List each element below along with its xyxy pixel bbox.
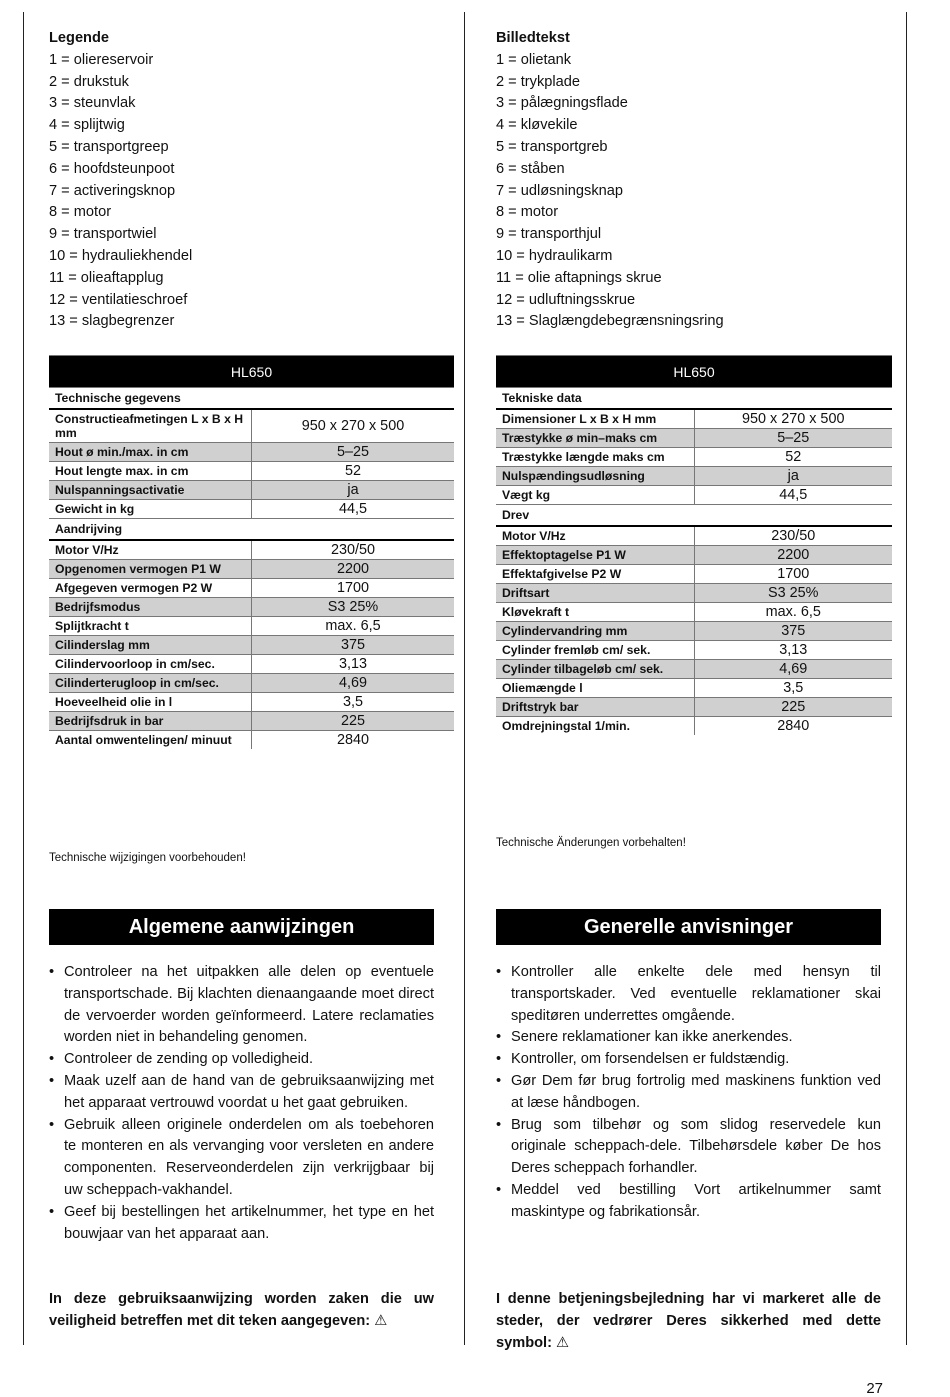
legend-item: 9 = transportwiel <box>49 226 157 243</box>
instruction-item: • Kontroller, om forsendelsen er fuldstændig. <box>496 1049 881 1071</box>
legend-item: 4 = kløvekile <box>496 117 578 134</box>
spec-label: Effektafgivelse P2 W <box>496 565 694 584</box>
spec-value: 230/50 <box>694 526 892 546</box>
instruction-item: • Gebruik alleen originele onderdelen om als toebehoren te monteren en als vervanging voor versleten en andere componenten. Reserveonderdelen zijn verkrijgbaar bij uw scheppach-vakhandel. <box>49 1115 434 1202</box>
spec-row <box>496 660 892 679</box>
spec-label: Effektoptagelse P1 W <box>496 546 694 565</box>
spec-row <box>496 717 892 736</box>
spec-label: Splijtkracht t <box>49 617 252 636</box>
legend-title: Legende <box>49 30 110 46</box>
spec-row <box>496 526 892 546</box>
spec-row <box>49 636 454 655</box>
spec-section-label: Tekniske data <box>496 388 892 410</box>
spec-value: ja <box>694 467 892 486</box>
spec-row <box>496 679 892 698</box>
spec-value: 2840 <box>252 731 455 750</box>
legend-list <box>496 50 896 333</box>
spec-label: Cilindervoorloop in cm/sec. <box>49 655 252 674</box>
spec-row <box>49 693 454 712</box>
spec-row <box>49 598 454 617</box>
spec-label: Nulspændingsudløsning <box>496 467 694 486</box>
spec-row <box>496 698 892 717</box>
spec-label: Nulspanningsactivatie <box>49 481 252 500</box>
legend-item: 11 = olie aftapnings skrue <box>496 269 662 286</box>
section-heading: Generelle anvisninger <box>496 909 881 945</box>
spec-row <box>496 409 892 429</box>
legend-item: 1 = olietank <box>496 51 572 68</box>
spec-row <box>49 579 454 598</box>
spec-value: 52 <box>694 448 892 467</box>
spec-label: Driftsart <box>496 584 694 603</box>
spec-value: 1700 <box>252 579 455 598</box>
legend-item: 12 = udluftningsskrue <box>496 291 636 308</box>
spec-label: Vægt kg <box>496 486 694 505</box>
legend-item: 4 = splijtwig <box>49 117 125 134</box>
spec-label: Motor V/Hz <box>496 526 694 546</box>
spec-value: 2200 <box>694 546 892 565</box>
spec-label: Cylindervandring mm <box>496 622 694 641</box>
spec-label: Cylinder fremløb cm/ sek. <box>496 641 694 660</box>
spec-value: 225 <box>252 712 455 731</box>
left-margin-rule <box>23 12 24 1345</box>
instruction-item: • Brug som tilbehør og som slidog reservedele kun originale scheppach-dele. Tilbehørsdele køber De hos Deres scheppach forhandler. <box>496 1115 881 1180</box>
spec-value: 5–25 <box>252 443 455 462</box>
spec-row <box>49 560 454 579</box>
instruction-item: • Kontroller alle enkelte dele med hensyn til transportskader. Ved eventuelle reklamationer skai speditøren underrettes omgående. <box>496 962 881 1027</box>
spec-label: Cilinderterugloop in cm/sec. <box>49 674 252 693</box>
spec-label: Aantal omwentelingen/ minuut <box>49 731 252 750</box>
legend-item: 13 = Slaglængdebegrænsningsring <box>496 313 724 330</box>
instruction-item: • Meddel ved bestilling Vort artikelnummer samt maskintype og fabrikationsår. <box>496 1180 881 1224</box>
legend-item: 2 = trykplade <box>496 73 580 90</box>
safety-warning: I denne betjeningsbejledning har vi markeret alle de steder, der vedrører Deres sikkerhed med dette symbol: ⚠ <box>496 1291 881 1351</box>
spec-value: 230/50 <box>252 540 455 560</box>
legend-item: 8 = motor <box>496 204 559 221</box>
legend-item: 12 = ventilatieschroef <box>49 291 188 308</box>
legend-title: Billedtekst <box>496 30 570 46</box>
spec-label: Cilinderslag mm <box>49 636 252 655</box>
spec-value: 1700 <box>694 565 892 584</box>
column-danish <box>496 28 896 333</box>
spec-section-label: Technische gegevens <box>49 388 454 410</box>
spec-value: 3,13 <box>252 655 455 674</box>
spec-label: Cylinder tilbageløb cm/ sek. <box>496 660 694 679</box>
spec-label: Bedrijfsdruk in bar <box>49 712 252 731</box>
spec-label: Bedrijfsmodus <box>49 598 252 617</box>
instruction-item: • Controleer de zending op volledigheid. <box>49 1049 434 1071</box>
spec-row <box>49 481 454 500</box>
spec-value: 44,5 <box>252 500 455 519</box>
spec-value: max. 6,5 <box>252 617 455 636</box>
spec-table-dutch <box>49 355 454 749</box>
center-column-rule <box>464 12 465 1345</box>
spec-row <box>49 617 454 636</box>
instruction-item: • Gør Dem før brug fortrolig med maskinens funktion ved at læse håndbogen. <box>496 1071 881 1115</box>
spec-label: Hoeveelheid olie in l <box>49 693 252 712</box>
legend-item: 10 = hydrauliekhendel <box>49 247 193 264</box>
technical-note: Technische Änderungen vorbehalten! <box>496 837 686 849</box>
spec-value: 2840 <box>694 717 892 736</box>
legend-item: 13 = slagbegrenzer <box>49 313 175 330</box>
spec-value: S3 25% <box>694 584 892 603</box>
legend-item: 7 = udløsningsknap <box>496 182 623 199</box>
spec-label: Omdrejningstal 1/min. <box>496 717 694 736</box>
spec-row <box>496 584 892 603</box>
spec-value: S3 25% <box>252 598 455 617</box>
spec-value: 3,5 <box>252 693 455 712</box>
legend-item: 3 = steunvlak <box>49 95 136 112</box>
spec-value: max. 6,5 <box>694 603 892 622</box>
spec-row <box>496 486 892 505</box>
section-heading: Algemene aanwijzingen <box>49 909 434 945</box>
spec-section-label: Aandrijving <box>49 519 454 541</box>
spec-row <box>49 409 454 443</box>
spec-label: Træstykke længde maks cm <box>496 448 694 467</box>
spec-label: Constructieafmetingen L x B x H mm <box>49 409 252 443</box>
spec-value: 375 <box>694 622 892 641</box>
spec-row <box>496 448 892 467</box>
right-margin-rule <box>906 12 907 1345</box>
legend-item: 7 = activeringsknop <box>49 182 176 199</box>
column-dutch <box>49 28 459 333</box>
spec-value: 4,69 <box>694 660 892 679</box>
spec-row <box>496 565 892 584</box>
spec-row <box>49 500 454 519</box>
spec-row <box>49 712 454 731</box>
legend-item: 5 = transportgreb <box>496 138 608 155</box>
instruction-list <box>496 962 881 1224</box>
spec-value: 3,13 <box>694 641 892 660</box>
page-number: 27 <box>866 1380 883 1397</box>
spec-row <box>49 443 454 462</box>
spec-value: 44,5 <box>694 486 892 505</box>
legend-item: 9 = transporthjul <box>496 226 602 243</box>
spec-table-danish <box>496 355 892 735</box>
spec-value: 4,69 <box>252 674 455 693</box>
spec-value: 5–25 <box>694 429 892 448</box>
spec-table-header: HL650 <box>49 356 454 388</box>
legend-item: 10 = hydraulikarm <box>496 247 613 264</box>
legend-item: 3 = pålægningsflade <box>496 95 628 112</box>
legend-item: 6 = ståben <box>496 160 565 177</box>
spec-row <box>496 603 892 622</box>
spec-value: 950 x 270 x 500 <box>694 409 892 429</box>
spec-row <box>49 540 454 560</box>
spec-label: Oliemængde l <box>496 679 694 698</box>
spec-value: 52 <box>252 462 455 481</box>
safety-warning: In deze gebruiksaanwijzing worden zaken die uw veiligheid betreffen met dit teken aangegeven: ⚠ <box>49 1291 434 1329</box>
legend-list <box>49 50 459 333</box>
instruction-item: • Controleer na het uitpakken alle delen op eventuele transportschade. Bij klachten dienaangaande moet direct de vervoerder worden geïnformeerd. Latere reclamaties worden niet in behandeling genomen. <box>49 962 434 1049</box>
spec-row <box>496 467 892 486</box>
spec-label: Afgegeven vermogen P2 W <box>49 579 252 598</box>
legend-item: 11 = olieaftapplug <box>49 269 164 286</box>
spec-row <box>49 655 454 674</box>
spec-value: 225 <box>694 698 892 717</box>
spec-label: Opgenomen vermogen P1 W <box>49 560 252 579</box>
spec-row <box>496 546 892 565</box>
spec-value: 2200 <box>252 560 455 579</box>
spec-label: Hout ø min./max. in cm <box>49 443 252 462</box>
spec-row <box>496 622 892 641</box>
spec-section-label: Drev <box>496 505 892 527</box>
legend-item: 8 = motor <box>49 204 112 221</box>
spec-table-header: HL650 <box>496 356 892 388</box>
spec-row <box>49 462 454 481</box>
legend-item: 1 = oliereservoir <box>49 51 154 68</box>
spec-label: Træstykke ø min–maks cm <box>496 429 694 448</box>
spec-value: 3,5 <box>694 679 892 698</box>
instruction-list <box>49 962 434 1245</box>
spec-row <box>49 674 454 693</box>
spec-label: Dimensioner L x B x H mm <box>496 409 694 429</box>
spec-value: 950 x 270 x 500 <box>252 409 455 443</box>
legend-item: 5 = transportgreep <box>49 138 169 155</box>
technical-note: Technische wijzigingen voorbehouden! <box>49 852 246 864</box>
spec-label: Driftstryk bar <box>496 698 694 717</box>
spec-row <box>49 731 454 750</box>
spec-value: 375 <box>252 636 455 655</box>
spec-label: Kløvekraft t <box>496 603 694 622</box>
instruction-item: • Geef bij bestellingen het artikelnummer, het type en het bouwjaar van het apparaat aan. <box>49 1202 434 1246</box>
legend-item: 2 = drukstuk <box>49 73 129 90</box>
spec-row <box>496 429 892 448</box>
spec-label: Motor V/Hz <box>49 540 252 560</box>
legend-item: 6 = hoofdsteunpoot <box>49 160 175 177</box>
instruction-item: • Maak uzelf aan de hand van de gebruiksaanwijzing met het apparaat vertrouwd voordat u het gaat gebruiken. <box>49 1071 434 1115</box>
spec-value: ja <box>252 481 455 500</box>
instruction-item: • Senere reklamationer kan ikke anerkendes. <box>496 1027 881 1049</box>
spec-label: Hout lengte max. in cm <box>49 462 252 481</box>
spec-label: Gewicht in kg <box>49 500 252 519</box>
spec-row <box>496 641 892 660</box>
